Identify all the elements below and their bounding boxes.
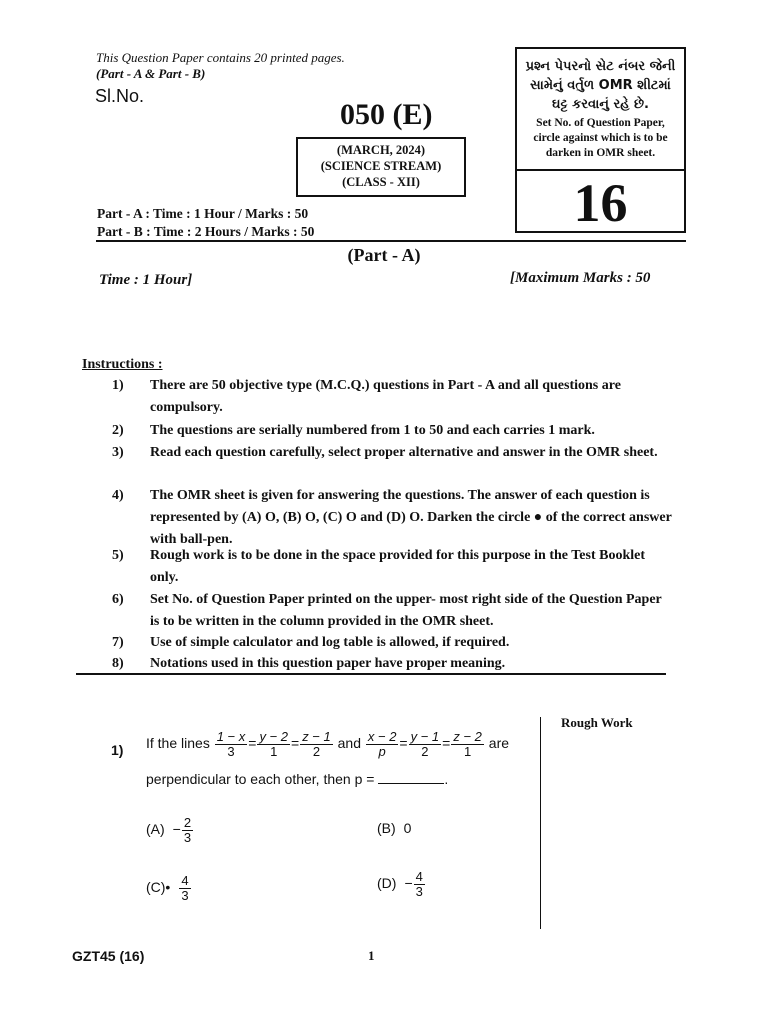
instruction-number: 4) (112, 488, 124, 503)
fraction-denominator: 3 (183, 830, 192, 845)
fraction-numerator: y − 2 (259, 729, 288, 744)
set-english-line: darken in OMR sheet. (545, 147, 656, 159)
set-gujarati-line: સામેનું વર્તુળ OMR શીટમાં (530, 78, 671, 93)
set-instruction-english (517, 116, 684, 161)
fraction-denominator: 2 (421, 744, 429, 759)
option-label: (A) (146, 821, 165, 838)
question-text-line: If the lines $\frac{1 - x}{3}$ = $\frac{y - 2}{1}$ = $\frac{z - 1}{2}$ and $\frac{x - 2}{p}$ = $\frac{y - 1}{2}$ = $\frac{z - 2}{1}$ are (146, 729, 510, 759)
option-label: (D) (377, 875, 397, 892)
instruction-item (112, 545, 672, 589)
fraction (451, 730, 484, 759)
rough-work-divider (540, 717, 541, 929)
instruction-number: 8) (112, 656, 124, 671)
instruction-number: 2) (112, 423, 124, 438)
option-sign: − (172, 821, 181, 838)
instruction-item (112, 375, 672, 419)
fraction-numerator: y − 1 (410, 729, 440, 744)
exam-stream: (SCIENCE STREAM) (320, 159, 442, 173)
answer-blank (378, 771, 444, 784)
part-heading: (Part - A) (347, 245, 421, 265)
instruction-item (112, 442, 672, 464)
instruction-text: There are 50 objective type (M.C.Q.) questions in Part - A and all questions are compulsory. (150, 378, 621, 415)
fraction (366, 730, 399, 759)
time-line: Time : 1 Hour] (99, 272, 193, 288)
instruction-text: Set No. of Question Paper printed on the upper- most right side of the Question Paper is to be written in the column provided in the OMR sheet. (150, 592, 662, 629)
option-sign: − (404, 875, 413, 892)
option-value: 0 (403, 820, 412, 836)
instruction-text: Notations used in this question paper have proper meaning. (150, 656, 506, 671)
exam-class: (CLASS - XII) (342, 175, 420, 189)
page-number: 1 (368, 948, 375, 963)
question-number: 1) (111, 742, 124, 758)
fraction-denominator: 2 (312, 744, 321, 759)
instruction-number: 6) (112, 592, 124, 607)
fraction (257, 730, 290, 759)
instructions-heading: Instructions : (82, 357, 163, 372)
fraction-denominator: 1 (464, 744, 472, 759)
instruction-number: 1) (112, 378, 124, 393)
instruction-text: Use of simple calculator and log table is allowed, if required. (150, 635, 510, 650)
fraction-denominator: 1 (270, 744, 278, 759)
exam-details-box (296, 137, 466, 197)
instruction-text: The questions are serially numbered from 1 to 50 and each carries 1 mark. (150, 423, 595, 438)
instruction-item (112, 485, 672, 551)
instruction-item (112, 420, 672, 442)
fraction-numerator: 2 (183, 815, 192, 830)
fraction-numerator: x − 2 (367, 729, 397, 744)
option-a (146, 816, 194, 845)
part-a-time-marks: Part - A : Time : 1 Hour / Marks : 50 (97, 206, 309, 221)
option-c (146, 874, 192, 903)
set-number-box (515, 47, 686, 233)
instruction-number: 5) (112, 548, 124, 563)
header-rule (96, 240, 686, 242)
instruction-item (112, 632, 672, 654)
question-suffix: are (488, 735, 510, 752)
option-label: (C)• (146, 879, 171, 896)
fraction-denominator: 3 (227, 744, 235, 759)
set-box-divider (517, 169, 684, 171)
serial-number-label: Sl.No. (95, 86, 145, 106)
question-line2: perpendicular to each other, then p = (146, 771, 375, 787)
fraction (215, 730, 248, 759)
fraction-numerator: z − 2 (453, 729, 482, 744)
question-text-line (146, 771, 448, 787)
fraction (300, 730, 333, 759)
option-label: (B) (377, 820, 396, 836)
fraction-denominator: p (378, 744, 386, 759)
set-instruction-gujarati (517, 49, 684, 114)
set-gujarati-line: પ્રશ્ન પેપરનો સેટ નંબર જેની (525, 59, 676, 74)
set-english-line: Set No. of Question Paper, (536, 117, 665, 129)
parts-note: (Part - A & Part - B) (96, 66, 206, 81)
paper-code: 050 (E) (340, 98, 433, 131)
fraction-denominator: 3 (181, 888, 189, 903)
question-end: . (444, 771, 449, 787)
fraction (409, 730, 442, 759)
set-number: 16 (573, 173, 628, 233)
fraction-numerator: z − 1 (302, 729, 331, 744)
fraction-denominator: 3 (415, 884, 423, 899)
printed-pages-note: This Question Paper contains 20 printed pages. (96, 50, 345, 65)
instruction-number: 3) (112, 445, 124, 460)
footer-code: GZT45 (16) (72, 948, 145, 964)
instruction-item (112, 589, 672, 633)
instruction-item (112, 653, 672, 675)
max-marks-line: [Maximum Marks : 50 (510, 270, 651, 286)
exam-month: (MARCH, 2024) (336, 143, 426, 157)
fraction-numerator: 4 (415, 869, 423, 884)
fraction (414, 870, 425, 899)
part-b-time-marks: Part - B : Time : 2 Hours / Marks : 50 (97, 224, 315, 239)
question-prefix: If the lines (146, 735, 210, 752)
and-word: and (337, 735, 361, 752)
option-d (377, 870, 426, 899)
option-b (377, 820, 411, 836)
instruction-text: Rough work is to be done in the space provided for this purpose in the Test Booklet only. (150, 548, 645, 585)
instruction-text: Read each question carefully, select proper alternative and answer in the OMR sheet. (150, 445, 658, 460)
fraction (179, 874, 190, 903)
set-gujarati-line: ઘટ્ટ કરવાનું રહે છે. (552, 97, 649, 112)
fraction (182, 816, 193, 845)
instruction-number: 7) (112, 635, 124, 650)
set-english-line: circle against which is to be (533, 132, 668, 144)
instruction-text: The OMR sheet is given for answering the questions. The answer of each question is represented by (A) O, (B) O, (C) O and (D) O. Darken the circle ● of the correct answer with ball-pen. (150, 488, 672, 547)
fraction-numerator: 4 (181, 873, 189, 888)
fraction-numerator: 1 − x (216, 729, 246, 744)
instructions-rule (76, 673, 666, 675)
rough-work-label: Rough Work (561, 715, 633, 730)
